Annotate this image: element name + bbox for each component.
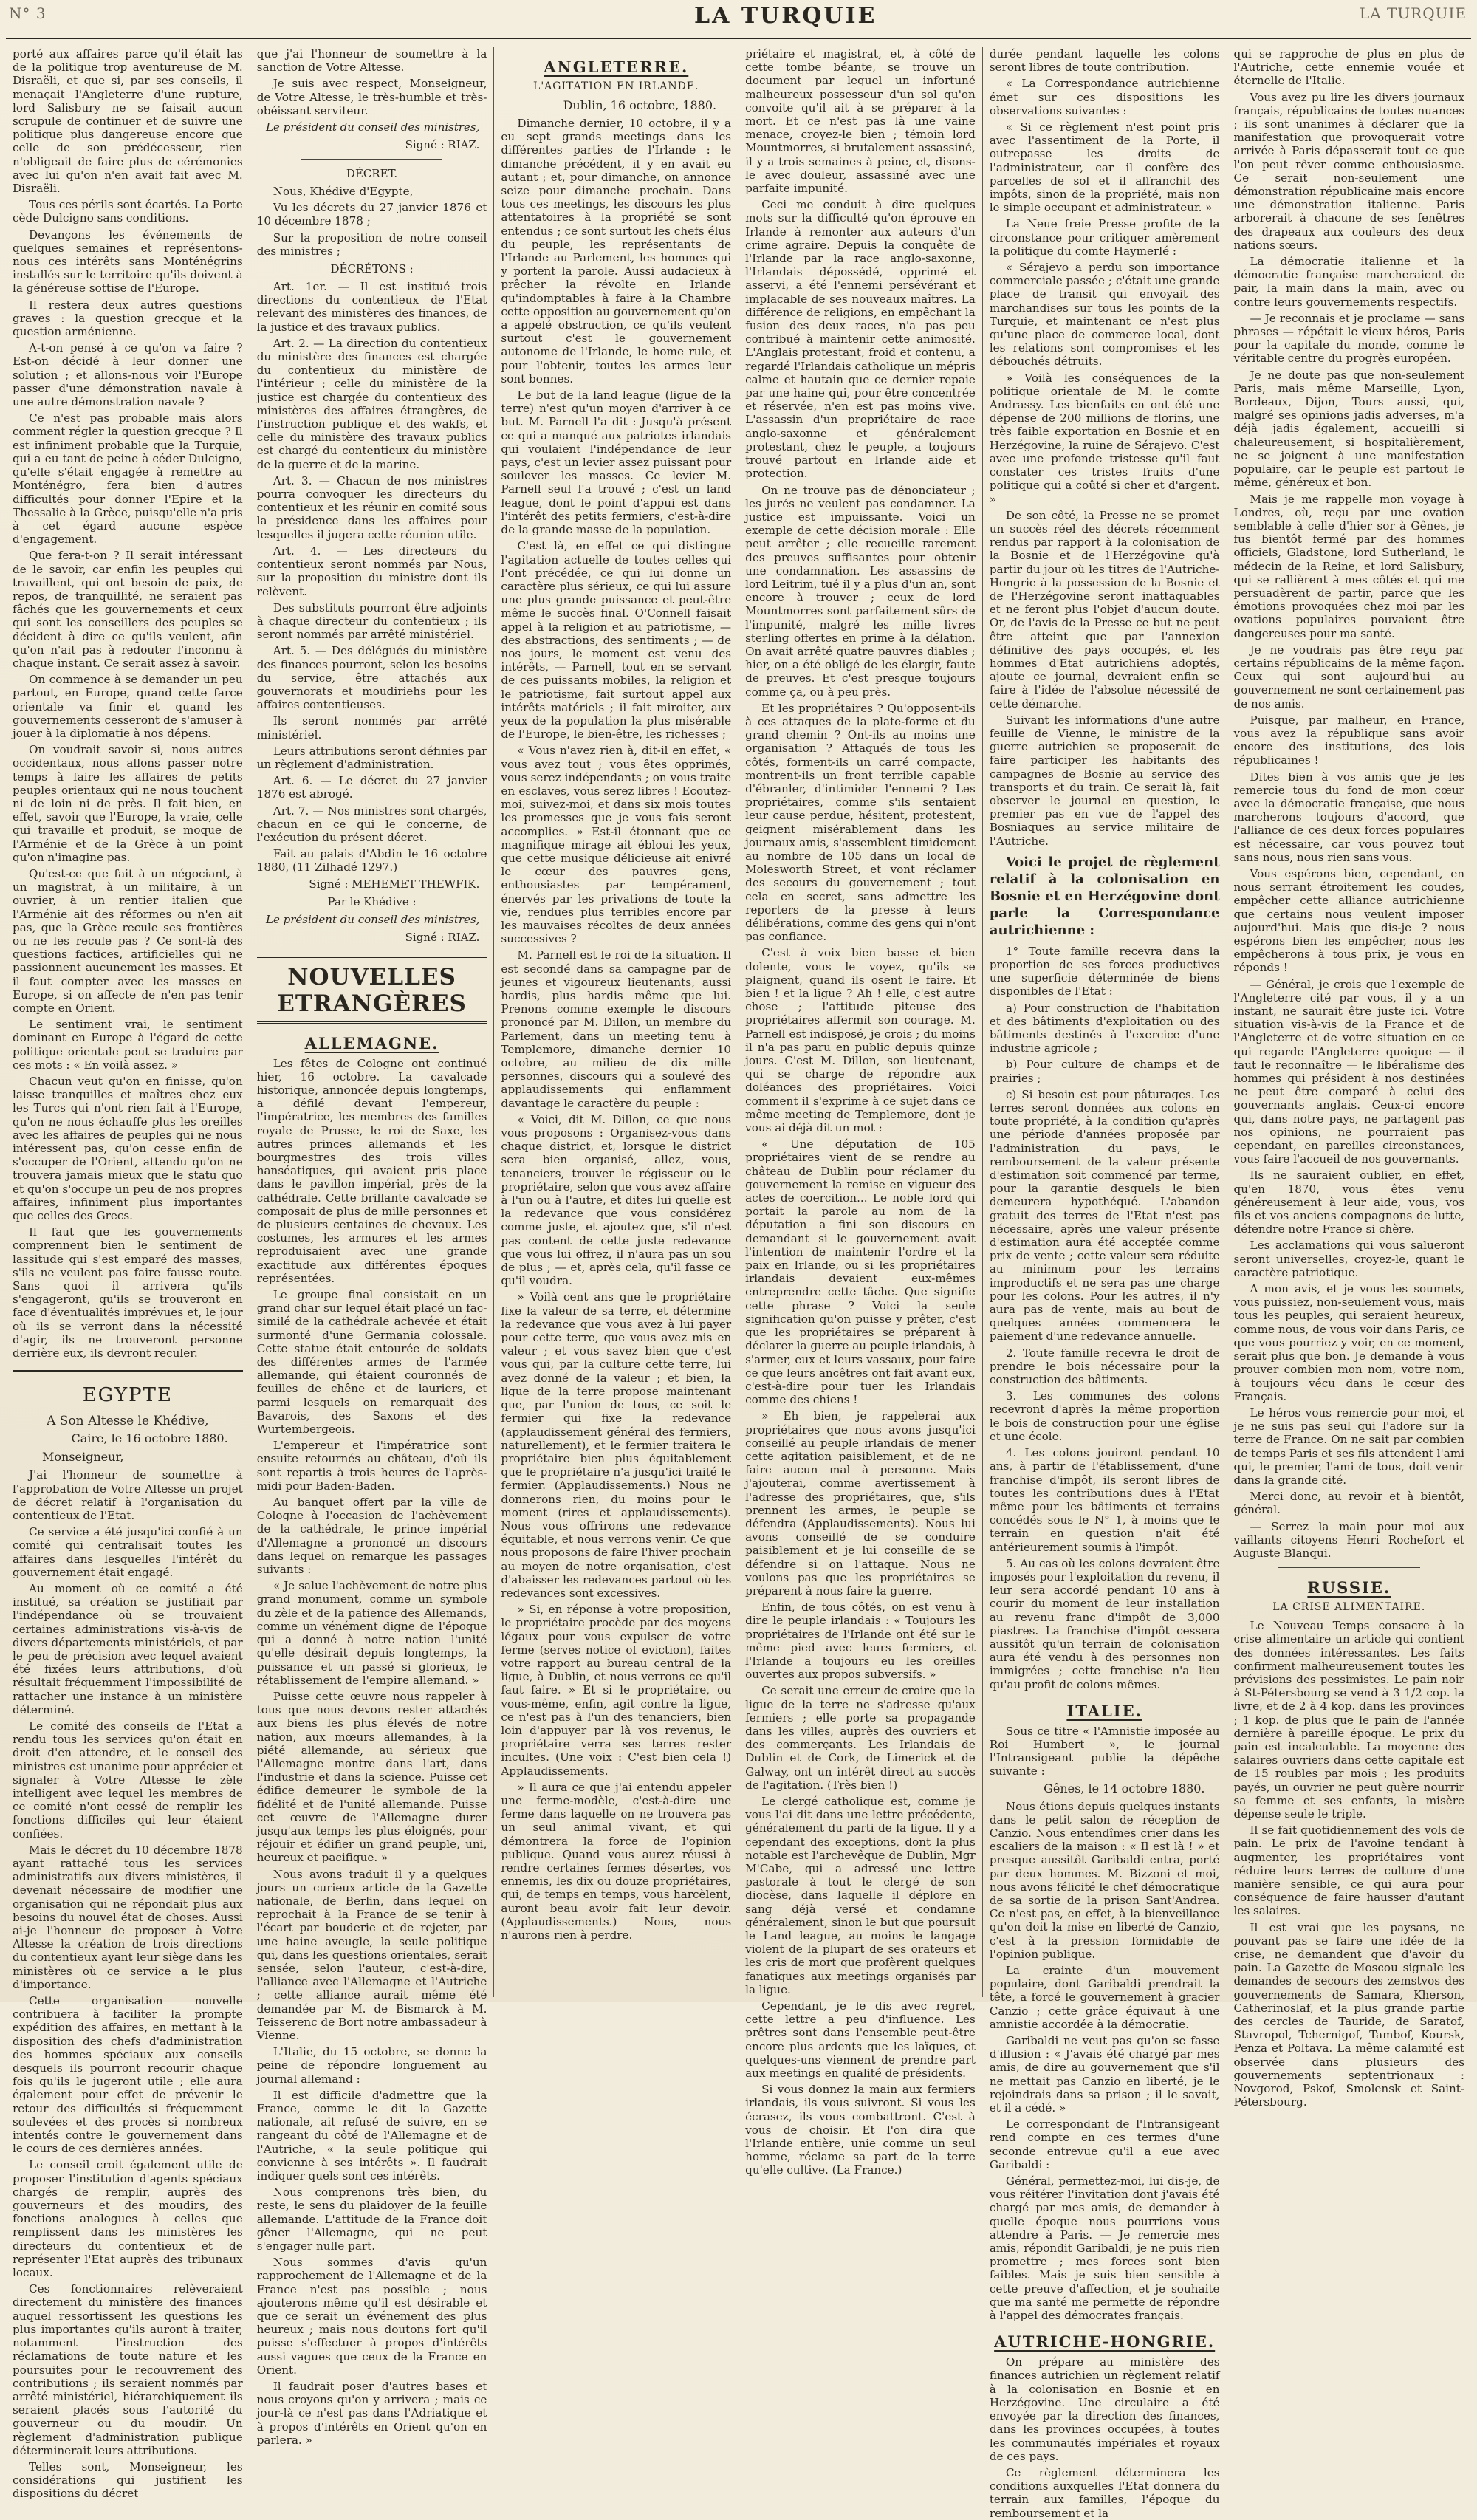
paragraph: Il est vrai que les paysans, ne pouvant pas se faire une idée de la crise, ne demandent que d'avoir du pain. La Gazette de Moscou signale les demandes de secours des zemstvos des gouvernements de Samara, Kherson, Catherinoslaf, et la plus grande partie des cercles de Tauride, de Saratof, Stavropol, Tchernigof, Tambof, Koursk, Penza et Poltava. La même calamité est observée dans plusieurs des gouvernements septentrionaux : Novgorod, Pskof, Smolensk et Saint-Pétersbourg.	[1233, 1920, 1465, 2109]
paragraph: « La Correspondance autrichienne émet sur ces dispositions les observations suivantes :	[989, 77, 1220, 117]
dateline: Dublin, 16 octobre, 1880.	[563, 98, 717, 112]
paragraph: Et les propriétaires ? Qu'opposent-ils à ces attaques de la plate-forme et du grand chemin ? Ont-ils au moins une organisation ? Attaqués de tous les côtés, forment-ils un carré compacte, montrent-ils un front terrible capable d'ébranler, d'intimider l'ennemi ? Les propriétaires, comme s'ils sentaient leur cause perdue, hésitent, protestent, geignent misérablement dans les journaux amis, s'assemblent timidement au nombre de 105 dans un local de Molesworth Street, et vont réclamer des secours du gouvernement ; tout cela en secret, sans admettre les reporters de la presse à leurs délibérations, comme des gens qui n'ont pas confiance.	[745, 701, 976, 944]
paragraph: A-t-on pensé à ce qu'on va faire ? Est-on décidé à leur donner une solution ; et allons-nous voir l'Europe passer d'une démonstration navale à une autre démonstration navale ?	[13, 341, 243, 409]
subheading-agitation: L'AGITATION EN IRLANDE.	[533, 81, 699, 92]
paragraph: Garibaldi ne veut pas qu'on se fasse d'illusion : « J'avais été chargé par mes amis, de dire au gouvernement que s'il ne mettait pas Canzio en liberté, je le rejoindrais dans sa prison ; il le savait, et il a cédé. »	[989, 2034, 1220, 2115]
paragraph: 4. Les colons jouiront pendant 10 ans, à partir de l'établissement, d'une franchise d'impôt, ils seront libres de toutes les contributions dues à l'Etat même pour les bâtiments et terrains concédés sous le N° 1, à moins que le terrain en question n'ait été antérieurement soumis à l'impôt.	[989, 1446, 1220, 1554]
signature: Signé : MEHEMET THEWFIK.	[309, 877, 480, 891]
paragraph: Nous avons traduit il y a quelques jours un curieux article de la Gazette nationale, de Berlin, dans lequel on reprochait à la France de se tenir à l'écart par bouderie et de rejeter, par une haine aveugle, la seule politique qui, dans les questions orientales, serait sensée, selon l'auteur, c'est-à-dire, l'alliance avec l'Allemagne et l'Autriche ; cette alliance aurait même été demandée par M. de Bismarck à M. Teisserenc de Bort notre ambassadeur à Vienne.	[256, 1867, 487, 2042]
subheading-crise: LA CRISE ALIMENTAIRE.	[1272, 1601, 1426, 1614]
article: Fait au palais d'Abdin le 16 octobre 1880, (11 Zilhadé 1297.)	[256, 847, 487, 874]
paragraph: La crainte d'un mouvement populaire, dont Garibaldi prendrait la tête, a forcé le gouvernement à gracier Canzio ; cette grâce équivaut à une amnistie accordée à la démocratie.	[989, 1964, 1220, 2031]
column-2	[250, 47, 495, 2447]
columns	[6, 47, 1471, 2520]
paragraph: Les fêtes de Cologne ont continué hier, 16 octobre. La cavalcade historique, annoncée depuis longtemps, a défilé devant l'empereur, l'impératrice, les membres des familles royale de Prusse, le roi de Saxe, les autres princes allemands et les bourgmestres des trois villes hanséatiques, qui avaient pris place dans le pavillon impérial, près de la cathédrale. Cette brillante cavalcade se composait de plus de mille personnes et de plusieurs centaines de chevaux. Les costumes, les armures et les armes reproduisaient avec une grande exactitude aux différentes époques représentées.	[256, 1056, 487, 1285]
paragraph: Qu'est-ce que fait à un négociant, à un magistrat, à un militaire, à un ouvrier, à un rentier italien que l'Arménie ait des réformes ou n'en ait pas, que la Grèce recule ses frontières ou ne les recule pas ? Ce sont-là des questions factices, artificielles qui ne passionnent aucunement les masses. Et il faut compter avec les masses en Europe, si on affecte de n'en pas tenir compte en Orient.	[13, 866, 243, 1016]
paragraph: porté aux affaires parce qu'il était las de la politique trop aventureuse de M. Disraëli, et que si, par ses conseils, il menaçait l'Angleterre d'une rupture, lord Salisbury ne se faisait aucun scrupule de continuer et de suivre une politique plus dangereuse encore que celle de son prédécesseur, rien n'obligeait de faire plus de cérémonies avec lui qu'on n'en avait fait avec M. Disraëli.	[13, 47, 243, 196]
section-title-angleterre: ANGLETERRE.	[544, 58, 689, 76]
paragraph: durée pendant laquelle les colons seront libres de toute contribution.	[989, 47, 1220, 75]
paragraph: On commence à se demander un peu partout, en Europe, quand cette farce orientale va finir et quand les gouvernements cesseront de s'amuser à jouer à la diplomatie à nos dépens.	[13, 673, 243, 740]
paragraph: « Sérajevo a perdu son importance commerciale passée ; c'était une grande place de transit qui envoyait des marchandises sur tous les points de la Turquie, et maintenant ce n'est plus qu'une place de commerce local, dont les relations sont compromises et les débouchés détruits.	[989, 261, 1220, 369]
paragraph: Il faut que les gouvernements comprennent bien le sentiment de lassitude qui s'est emparé des masses, s'ils ne veulent pas faire fausse route. Sans quoi il arrivera qu'ils s'engageront, qu'ils se trouveront en face d'éventualités imprévues et, le jour où ils se verront dans la nécessité d'agir, ils ne trouveront personne derrière eux, ils devront reculer.	[13, 1225, 243, 1360]
salutation: Monseigneur,	[42, 1450, 124, 1465]
paragraph: Sous ce titre « l'Amnistie imposée au Roi Humbert », le journal l'Intransigeant publie la dépêche suivante :	[989, 1724, 1220, 1778]
section-title-russie: RUSSIE.	[1307, 1578, 1391, 1598]
paragraph: Telles sont, Monseigneur, les considérations qui justifient les dispositions du décret	[13, 2459, 243, 2501]
paragraph: « Vous n'avez rien à, dit-il en effet, « vous avez tout ; vous êtes opprimés, vous serez indépendants ; on vous traite en esclaves, vous serez libres ! Ecoutez-moi, suivez-moi, et dans six mois toutes les promesses que je vous fais seront accomplies. » Est-il étonnant que ce magnifique mirage ait ébloui les yeux, que cette musique délicieuse ait enivré le cœur des pauvres gens, enthousiastes par tempérament, énervés par les privations de toute la vie, rendues plus terribles encore par les mauvaises récoltes de deux années successives ?	[501, 744, 732, 946]
dateline: Gênes, le 14 octobre 1880.	[1044, 1781, 1205, 1795]
paragraph: — Je reconnais et je proclame — sans phrases — répétait le vieux héros, Paris pour la capitale du monde, comme le véritable centre du progrès européen.	[1233, 311, 1465, 366]
signature: Signé : RIAZ.	[405, 138, 480, 152]
paragraph: Dimanche dernier, 10 octobre, il y a eu sept grands meetings dans les différentes parties de l'Irlande : le dimanche précédent, il y en avait eu autant ; et, pour dimanche, on annonce seize pour dimanche prochain. Dans tous ces meetings, les discours les plus attentatoires à la propriété se sont entendus ; ce sont surtout les chefs élus du peuple, les représentants de l'Irlande au Parlement, les hommes qui y portent la parole. Aussi audacieux à prêcher la révolte en Irlande qu'indomptables à faire à la Chambre cette opposition au gouvernement qu'on a appelé obstruction, ce qu'ils veulent surtout c'est le gouvernement autonome de l'Irlande, le home rule, et pour l'obtenir, toutes les armes leur sont bonnes.	[501, 117, 732, 386]
paragraph: que j'ai l'honneur de soumettre à la sanction de Votre Altesse.	[256, 47, 487, 75]
paragraph: Ce n'est pas probable mais alors comment régler la question grecque ? Il est infiniment probable que la Turquie, qui a eu tant de peine à céder Dulcigno, qu'elle s'était engagée à remettre au Monténégro, fera bien d'autres difficultés pour donner l'Epire et la Thessalie à la Grèce, puisqu'elle n'a pris à cet égard aucune espèce d'engagement.	[13, 411, 243, 547]
paragraph: Ce serait une erreur de croire que la ligue de la terre ne s'adresse qu'aux fermiers ; elle porte sa propagande dans les villes, auprès des ouvriers et des commerçants. Les Irlandais de Dublin et de Cork, de Limerick et de Galway, ont un intérêt direct au succès de l'agitation. (Très bien !)	[745, 1684, 976, 1792]
article: Des substituts pourront être adjoints à chaque directeur du contentieux ; ils seront nommés par arrêté ministériel.	[256, 600, 487, 642]
article: Art. 7. — Nos ministres sont chargés, chacun en ce qui le concerne, de l'exécution du présent décret.	[256, 804, 487, 844]
paragraph: On prépare au ministère des finances autrichien un règlement relatif à la colonisation en Bosnie et en Herzégovine. Une circulaire a été envoyée par la direction des finances, dans les provinces occupées, à toutes les communautés impériales et royaux de ces pays.	[989, 2355, 1220, 2463]
paragraph: On ne trouve pas de dénonciateur ; les jurés ne veulent pas condamner. La justice est impuissante. Voici un exemple de cette décision morale : Elle peut arrêter ; elle recueille rarement des preuves suffisantes pour obtenir une condamnation. Les assassins de lord Leitrim, tué il y a plus d'un an, sont encore à trouver ; ceux de lord Mountmorres sont parfaitement sûrs de l'impunité, malgré les mille livres sterling offertes en prime à la délation. On avait arrêté quatre pauvres diables ; hier, on a été obligé de les élargir, faute de preuves. Et c'est presque toujours comme ça, ou à peu près.	[745, 483, 976, 699]
paragraph: Ce service a été jusqu'ici confié à un comité qui centralisait toutes les affaires dans lesquelles l'intérêt du gouvernement était engagé.	[13, 1525, 243, 1579]
paragraph: priétaire et magistrat, et, à côté de cette tombe béante, se trouve un document par lequel un infortuné malheureux possesseur d'un sol qu'on convoite qu'il ait à se préparer à la mort. Et ce n'est pas là une vaine menace, croyez-le bien ; témoin lord Mountmorres, si brutalement assassiné, il y a trois semaines à peine, et, disons-le avec douleur, assassiné avec une parfaite impunité.	[745, 47, 976, 196]
paragraph: Au moment où ce comité a été institué, sa création se justifiait par l'indépendance où se trouvaient certaines administrations vis-à-vis de divers départements ministériels, et par le peu de précision avec lequel avaient été fixées leurs attributions, d'où résultait fréquemment l'impossibilité de rattacher une instance à un ministère déterminé.	[13, 1581, 243, 1716]
article: Art. 2. — La direction du contentieux du ministère des finances est chargée du contentieux du ministère de l'intérieur ; celle du ministère de la justice est chargée du contentieux des ministères des affaires étrangères, de l'instruction publique et des wakfs, et celle du ministère des travaux publics est chargé du contentieux du ministère de la guerre et de la marine.	[256, 336, 487, 471]
paragraph: C'est à voix bien basse et bien dolente, vous le voyez, qu'ils se plaignent, quand ils osent le faire. Et bien ! et la ligue ? Ah ! elle, c'est autre chose ; l'attitude piteuse des propriétaires affermit son courage. M. Parnell est indisposé, je crois ; du moins il n'a pas paru en public depuis quinze jours. C'est M. Dillon, son lieutenant, qui se charge de répondre aux doléances des propriétaires. Voici comment il s'exprime à ce sujet dans ce même meeting de Templemore, dont je vous ai déjà dit un mot :	[745, 946, 976, 1135]
paragraph: Que fera-t-on ? Il serait intéressant de le savoir, car enfin les peuples qui travaillent, qui ont besoin de paix, de repos, de tranquillité, ne seraient pas fâchés que les gouvernements et ceux qui sont les conseillers des peuples se décident à dire ce qu'ils veulent, afin qu'on n'ait pas à redouter l'inconnu à chaque instant. Ce serait assez à savoir.	[13, 549, 243, 670]
masthead-title: LA TURQUIE	[694, 3, 877, 29]
section-title-egypte: EGYPTE	[82, 1384, 173, 1407]
paragraph: Je ne voudrais pas être reçu par certains républicains de la même façon. Ceux qui sont aujourd'hui au gouvernement ne sont certainement pas de nos amis.	[1233, 643, 1465, 711]
address: A Son Altesse le Khédive,	[47, 1414, 209, 1429]
paragraph: « Voici, dit M. Dillon, ce que nous vous proposons : Organisez-vous dans chaque district, et, lorsque le district sera bien organisé, allez, vous, tenanciers, trouver le régisseur ou le propriétaire, selon que vous avez affaire à l'un ou à l'autre, et dites lui quelle est la redevance que vous considérez comme juste, et ajoutez que, s'il n'est pas content de cette juste redevance que vous lui offrez, il n'aura pas un sou de plus ; — et, après cela, qu'il fasse ce qu'il voudra.	[501, 1112, 732, 1288]
bold-lead: Voici le projet de règlement relatif à la colonisation en Bosnie et en Herzégovine dont parle la Correspondance autrichienne :	[989, 854, 1220, 938]
article: Leurs attributions seront définies par un règlement d'administration.	[256, 744, 487, 771]
paragraph: Enfin, de tous côtés, on est venu à dire le peuple irlandais : « Toujours les propriétaires de l'Irlande ont été sur le même pied avec leurs fermiers, et l'Irlande a toujours eu les oreilles ouvertes aux propos subversifs. »	[745, 1600, 976, 1682]
paragraph: Le Nouveau Temps consacre à la crise alimentaire un article qui contient des données intéressantes. Les faits confirment malheureusement toutes les prévisions des pessimistes. Le pain noir à St-Pétersbourg se vend à 3 1/2 cop. la livre, et de 2 à 4 kop. dans les provinces ; 1 kop. de plus que le pain de l'année dernière à pareille époque. Le prix du pain est incalculable. La moyenne des salaires ouvriers dans cette capitale est de 15 roubles par mois ; les produits payés, un ouvrier ne peut guère nourrir sa femme et ses enfants, la misère dépense seule le triple.	[1233, 1619, 1465, 1821]
signature: Par le Khédive :	[327, 894, 417, 908]
paragraph: a) Pour construction de l'habitation et des bâtiments d'exploitation ou des bâtiments destinés à l'exercice d'une industrie agricole ;	[989, 1001, 1220, 1055]
paragraph: Vu les décrets du 27 janvier 1876 et 10 décembre 1878 ;	[256, 201, 487, 228]
paragraph: Ce règlement déterminera les conditions auxquelles l'Etat donnera du terrain aux familles, l'époque du remboursement et la	[989, 2465, 1220, 2520]
signature: Le président du conseil des ministres,	[265, 912, 480, 926]
section-title-italie: ITALIE.	[1066, 1701, 1142, 1720]
paragraph: « Je salue l'achèvement de notre plus grand monument, comme un symbole du zèle et de la patience des Allemands, comme un vénément digne de l'époque qui a donné à notre nation l'unité qu'elle désirait depuis longtemps, la puissance et un passé si glorieux, le rétablissement de l'empire allemand. »	[256, 1579, 487, 1687]
paragraph: Nous sommes d'avis qu'un rapprochement de l'Allemagne et de la France n'est pas possible ; nous ajouterons même qu'il est désirable et que ce serait un événement des plus heureux ; mais nous doutons fort qu'il puisse s'effectuer à propos d'intérêts aussi vagues que ceux de la France en Orient.	[256, 2256, 487, 2377]
paragraph: Il faudrait poser d'autres bases et nous croyons qu'on y arrivera ; mais ce jour-là ce n'est pas dans l'Adriatique et à propos d'intérêts en Orient qu'on en parlera. »	[256, 2380, 487, 2447]
paragraph: « Une députation de 105 propriétaires vient de se rendre au château de Dublin pour réclamer du gouvernement la remise en vigueur des actes de coercition... Le noble lord qui portait la parole au nom de la députation a fini son discours en demandant si le gouvernement avait l'intention de maintenir l'ordre et la paix en Irlande, ou si les propriétaires irlandais devaient eux-mêmes entreprendre cette tâche. Que signifie cette phrase ? Voici la seule signification qu'on puisse y prêter, c'est que les propriétaires se préparent à déclarer la guerre au peuple irlandais, à s'armer, eux et leurs vassaux, pour faire ce que leurs ancêtres ont fait avant eux, c'est-à-dire pour tuer les Irlandais comme des chiens !	[745, 1137, 976, 1407]
paragraph: J'ai l'honneur de soumettre à l'approbation de Votre Altesse un projet de décret relatif à l'organisation du contentieux de l'Etat.	[13, 1468, 243, 1522]
paragraph: Dites bien à vos amis que je les remercie tous du fond de mon cœur avec la démocratie française, que nous marcherons toujours d'accord, que l'alliance de ces deux forces populaires est nécessaire, car vous pouvez tout sans nous, nous rien sans vous.	[1233, 770, 1465, 864]
paragraph: Puisque, par malheur, en France, vous avez la république sans avoir encore des institutions, des lois républicaines !	[1233, 713, 1465, 767]
paragraph: « Si ce règlement n'est point pris avec l'assentiment de la Porte, il outrepasse les droits de l'administrateur, car il confère des parcelles de sol et il affranchit des impôts, sinon de la propriété, mais non le simple occupant et administrateur. »	[989, 120, 1220, 215]
paragraph: Le correspondant de l'Intransigeant rend compte en ces termes d'une seconde entrevue qu'il a eue avec Garibaldi :	[989, 2117, 1220, 2171]
paragraph: b) Pour culture de champs et de prairies ;	[989, 1058, 1220, 1085]
paragraph: Cependant, je le dis avec regret, cette lettre a peu d'influence. Les prêtres sont dans l'ensemble peut-être encore plus ardents que les laïques, et quelques-uns viennent de prendre part aux meetings en qualité de présidents.	[745, 1999, 976, 2081]
paragraph: L'empereur et l'impératrice sont ensuite retournés au château, d'où ils sont repartis à trois heures de l'après-midi pour Baden-Baden.	[256, 1439, 487, 1493]
paragraph: — Serrez la main pour moi aux vaillants citoyens Henri Rochefort et Auguste Blanqui.	[1233, 1519, 1465, 1560]
paragraph: Ils ne sauraient oublier, en effet, qu'en 1870, vous êtes venu généreusement à leur aide, vous, vos fils et vos anciens compagnons de lutte, défendre notre France si chère.	[1233, 1168, 1465, 1236]
masthead	[0, 0, 1477, 46]
paragraph: Je suis avec respect, Monseigneur, de Votre Altesse, le très-humble et très-obéissant serviteur.	[256, 77, 487, 117]
paragraph: Merci donc, au revoir et à bientôt, général.	[1233, 1490, 1465, 1517]
column-4	[738, 47, 983, 2177]
paragraph: Le but de la land league (ligue de la terre) n'est qu'un moyen d'arriver à ce but. M. Parnell l'a dit : Jusqu'à présent ce qui a manqué aux patriotes irlandais qui voulaient l'indépendance de leur pays, c'est un levier assez puissant pour soulever les masses. Ce levier M. Parnell seul l'a trouvé ; c'est un land league, dont le point d'appui est dans l'intérêt des petits fermiers, c'est-à-dire de la grande masse de la population.	[501, 388, 732, 537]
paragraph: A mon avis, et je vous les soumets, vous puissiez, non-seulement vous, mais tous les peuples, qui seraient heureux, comme nous, de vous voir dans Paris, ce que vous pourriez y voir, en ce moment, serait plus que bon. Je demande à vous prouver combien mon nom, votre nom, à toujours vécu dans le cœur des Français.	[1233, 1282, 1465, 1403]
paragraph: La Neue freie Presse profite de la circonstance pour critiquer amèrement la politique du comte Haymerlé :	[989, 217, 1220, 258]
paragraph: Il se fait quotidiennement des vols de pain. Le prix de l'avoine tendant à augmenter, les propriétaires vont réduire leurs terres de culture d'une manière sensible, ce qui aura pour conséquence de faire hausser d'autant les salaires.	[1233, 1824, 1465, 1918]
paragraph: La démocratie italienne et la démocratie française marcheraient de pair, la main dans la main, avec ou contre leurs gouvernements respectifs.	[1233, 255, 1465, 309]
paragraph: Nous étions depuis quelques instants dans le petit salon de réception de Canzio. Nous entendîmes crier dans les escaliers de la maison : « Il est là ! » et presque aussitôt Garibaldi entra, porté par deux hommes. M. Bizzoni et moi, nous avons félicité le chef démocratique de sa sortie de la prison Sant'Andrea. Ce n'est pas, en effet, à la bienveillance qu'on doit la mise en liberté de Canzio, c'est à la pression formidable de l'opinion publique.	[989, 1799, 1220, 1961]
paragraph: De son côté, la Presse ne se promet un succès réel des décrets récemment rendus par rapport à la colonisation de la Bosnie et de l'Herzégovine qu'à partir du jour où les titres de l'Autriche-Hongrie à la possession de la Bosnie et de l'Herzégovine seront inattaquables et ne feront plus l'objet d'aucun doute. Or, de l'avis de la Presse ce but ne peut être atteint que par l'annexion définitive des pays occupés, et les hommes d'Etat autrichiens adoptés, ajoute ce journal, devraient enfin se faire à l'idée de l'absolue nécessité de cette démarche.	[989, 508, 1220, 711]
paragraph: Au banquet offert par la ville de Cologne à l'occasion de l'achèvement de la cathédrale, le prince impérial d'Allemagne a prononcé un discours dans lequel on remarque les passages suivants :	[256, 1496, 487, 1577]
divider	[301, 159, 443, 160]
signature: Le président du conseil des ministres,	[265, 120, 480, 134]
article: Art. 4. — Les directeurs du contentieux seront nommés par Nous, sur la proposition du ministre dont ils relèvent.	[256, 544, 487, 598]
paragraph: Mais le décret du 10 décembre 1878 ayant rattaché tous les services administratifs aux divers ministères, il devenait nécessaire de modifier une organisation qui ne répondait plus aux besoins du nouvel état de choses. Aussi ai-je l'honneur de proposer à Votre Altesse la création de trois directions du contentieux ayant leur siège dans les ministères où ce service a le plus d'importance.	[13, 1843, 243, 1991]
article: Ils seront nommés par arrêté ministériel.	[256, 714, 487, 742]
paragraph: Le groupe final consistait en un grand char sur lequel était placé un fac-similé de la cathédrale achevée et était surmonté d'une Germania colossale. Cette statue était entourée de soldats des différentes armes de l'armée allemande, qui étaient couronnés de feuilles de chêne et de lauriers, et parmi lesquels on remarquait des Bavarois, des Saxons et des Wurtembergeois.	[256, 1288, 487, 1437]
column-6	[1227, 47, 1472, 2109]
paragraph: qui se rapproche de plus en plus de l'Autriche, cette ennemie vouée et éternelle de l'Italie.	[1233, 47, 1465, 88]
masthead-left: N° 3	[9, 4, 47, 22]
paragraph: Nous comprenons très bien, du reste, le sens du plaidoyer de la feuille allemande. L'attitude de la France doit gêner l'Allemagne, qui ne peut s'engager nulle part.	[256, 2185, 487, 2253]
paragraph: Suivant les informations d'une autre feuille de Vienne, le ministre de la guerre autrichien se proposerait de faire participer les habitants des campagnes de Bosnie au service des transports et du train. Ce serait là, fait observer le journal en question, le premier pas en vue de l'appel des Bosniaques au service militaire de l'Autriche.	[989, 713, 1220, 848]
paragraph: » Voilà cent ans que le propriétaire fixe la valeur de sa terre, et détermine la redevance que vous avez à lui payer pour cette terre, que vous avez mis en valeur ; et vous savez bien que c'est vous qui, par la culture cette terre, lui avez donné de la valeur ; et bien, la ligue de la terre propose maintenant que, par l'union de tous, ce soit le fermier qui fixe la redevance (applaudissement général des fermiers, naturellement), et le fermier traitera le propriétaire bien plus équitablement que le propriétaire n'a jusqu'ici traité le fermier. (Applaudissements.) Nous ne donnerons rien, du moins pour le moment (rires et applaudissements). Nous vous offrirons une redevance équitable, et nous verrons venir. Ce que nous proposons de faire l'hiver prochain au moyen de notre organisation, c'est d'abaisser les redevances partout où les redevances sont excessives.	[501, 1290, 732, 1600]
paragraph: Vous avez pu lire les divers journaux français, républicains de toutes nuances ; ils sont unanimes à déclarer que la manifestation que provoquerait votre arrivée à Paris dépasserait tout ce que l'on peut rêver comme enthousiasme. Ce serait non-seulement une démonstration républicaine mais encore une démonstration italienne. Paris arborerait à chacune de ses fenêtres des drapeaux aux couleurs des deux nations sœurs.	[1233, 90, 1465, 252]
paragraph: » Il aura ce que j'ai entendu appeler une ferme-modèle, c'est-à-dire une ferme dans laquelle on ne trouvera pas un seul animal vivant, et qui démontrera la force de l'opinion publique. Quand vous aurez réussi à rendre certaines fermes désertes, vos ennemis, les dix ou douze propriétaires, qui, de temps en temps, vous harcèlent, auront beau avoir fait leur devoir. (Applaudissements.) Nous, nous n'aurons rien à perdre.	[501, 1780, 732, 1942]
paragraph: Tous ces périls sont écartés. La Porte cède Dulcigno sans conditions.	[13, 198, 243, 225]
paragraph: Il restera deux autres questions graves : la question grecque et la question arménienne.	[13, 298, 243, 339]
paragraph: Ces fonctionnaires relèveraient directement du ministère des finances auquel ressortissent les questions les plus importantes qu'ils auront à traiter, notamment l'instruction des réclamations de toute nature et les poursuites pour le recouvrement des contributions ; ils seraient nommés par arrêté ministériel, hiérarchiquement ils seraient placés sous l'autorité du gouverneur ou du moudir. Un règlement d'administration publique déterminerait leurs attributions.	[13, 2282, 243, 2457]
paragraph: Chacun veut qu'on en finisse, qu'on laisse tranquilles et maîtres chez eux les Turcs qui n'ont rien fait à l'Europe, qu'on ne nous échauffe plus les oreilles avec les affaires de peuples qui ne nous intéressent pas, qu'on cesse enfin de s'occuper de l'Orient, attendu qu'on ne trouvera jamais mieux que le statu quo et qu'on s'occupe un peu de nos propres affaires, infiniment plus importantes que celles des Grecs.	[13, 1075, 243, 1223]
paragraph: » Voilà les conséquences de la politique orientale de M. le comte Andrassy. Les bienfaits en ont été une dépense de 200 millions de florins, une très faible exportation en Bosnie et en Herzégovine, la ruine de Sérajevo. C'est avec une profonde tristesse qu'il faut constater ces tristes fruits d'une politique qui a coûté si cher et d'argent. »	[989, 371, 1220, 506]
column-1	[6, 47, 250, 2501]
paragraph: Devançons les événements de quelques semaines et représentons-nous ces intérêts sans Monténégrins installés sur le territoire qu'ils doivent à la généreuse sottise de l'Europe.	[13, 227, 243, 295]
paragraph: Le sentiment vrai, le sentiment dominant en Europe à l'égard de cette politique orientale peut se traduire par ces mots : « En voilà assez. »	[13, 1018, 243, 1072]
paragraph: On voudrait savoir si, nous autres occidentaux, nous allons passer notre temps à faire les affaires de petits peuples orientaux qui ne nous touchent ni de loin ni de près. Il fait bien, en effet, savoir que l'Europe, la vraie, celle qui travaille et produit, se moque de l'Arménie et de la Grèce à un point qu'on n'imagine pas.	[13, 743, 243, 864]
paragraph: Le comité des conseils de l'Etat a rendu tous les services qu'on était en droit d'en attendre, et le conseil des ministres est unanime pour apprécier et signaler à Votre Altesse le zèle intelligent avec lequel les membres de ce comité n'ont cessé de remplir les fonctions difficiles qui leur étaient confiées.	[13, 1719, 243, 1841]
paragraph: Le clergé catholique est, comme je vous l'ai dit dans une lettre précédente, généralement du parti de la ligue. Il y a cependant des exceptions, dont la plus notable est l'archevêque de Dublin, Mgr M'Cabe, qui a adressé une lettre pastorale à tout le clergé de son diocèse, dans laquelle il déplore en sang déjà versé et condamne généralement, sinon le but que poursuit le Land league, au moins le langage violent de la plupart de ses orateurs et les cris de mort que profèrent quelques fanatiques aux meetings organisés par la ligue.	[745, 1795, 976, 1996]
masthead-rule	[6, 38, 1471, 41]
paragraph: M. Parnell est le roi de la situation. Il est secondé dans sa campagne par de jeunes et vigoureux lieutenants, aussi hardis, plus hardis même que lui. Prenons comme exemple le discours prononcé par M. Dillon, un membre du Parlement, dans un meeting tenu à Templemore, dimanche dernier 10 octobre, au milieu de dix mille personnes, discours qui a soulevé des applaudissements qui enflamment davantage le caractère du peuple :	[501, 948, 732, 1110]
paragraph: » Eh bien, je rappelerai aux propriétaires que nous avons jusqu'ici conseillé au peuple irlandais de mener cette agitation paisiblement, et de ne faire aucun mal à personne. Mais j'ajouterai, comme avertissement à l'adresse des propriétaires, que, s'ils prennent les armes, le peuple se défendra (Applaudissements). Nous lui avons conseillé de se conduire paisiblement et je lui conseille de se défendre si on l'attaque. Nous ne voulons pas que les propriétaires se préparent à nous faire la guerre.	[745, 1409, 976, 1598]
paragraph: Le conseil croit également utile de proposer l'institution d'agents spéciaux chargés de remplir, auprès des gouverneurs et des moudirs, des fonctions analogues à celles que remplissent dans les ministères les directeurs du contentieux et de représenter l'Etat auprès des tribunaux locaux.	[13, 2158, 243, 2280]
paragraph: — Général, je crois que l'exemple de l'Angleterre cité par vous, il y a un instant, ne saurait être juste ici. Votre situation vis-à-vis de la France et de l'Angleterre et de votre situation en ce qui regarde l'Angleterre quoique — il faut le reconnaître — le libéralisme des hommes qui président à nos destinées ne peut être comparé à celui des gouvernants anglais. Ceux-ci encore qui, dans notre pays, ne partagent pas nos opinions, ne pourraient pas cependant, en pareilles circonstances, vous faire l'accueil de nos gouvernants.	[1233, 977, 1465, 1166]
paragraph: Nous, Khédive d'Egypte,	[273, 185, 414, 199]
paragraph: Je ne doute pas que non-seulement Paris, mais même Marseille, Lyon, Bordeaux, Dijon, Tours aussi, qui, malgré ses opinions jadis adverses, m'a déjà jadis également, accueilli si chaleureusement, si hospitalièrement, ne se joignent à une manifestation populaire, car le peuple est partout le même, généreux et bon.	[1233, 368, 1465, 490]
paragraph: Ceci me conduit à dire quelques mots sur la difficulté qu'on éprouve en Irlande à remonter aux auteurs d'un crime agraire. Depuis la conquête de l'Irlande par la race anglo-saxonne, l'Irlandais dépossédé, opprimé et asservi, a été l'ennemi persévérant et implacable de ses nouveaux maîtres. La différence de religions, en empêchant la fusion des deux races, n'a pas peu contribué à maintenir cette animosité. L'Anglais protestant, froid et contenu, a regardé l'Irlandais catholique un mépris calme et hautain que ce dernier repaie par une haine qui, pour être concentrée et réservée, n'en est pas moins vive. L'assassin d'un propriétaire de race anglo-saxonne et généralement protestant, chez le peuple, a toujours trouvé partout en Irlande aide et protection.	[745, 198, 976, 481]
paragraph: c) Si besoin est pour pâturages. Les terres seront données aux colons en toute propriété, à la condition qu'après une période d'années proposée par l'administration du pays, le remboursement de la valeur présente d'estimation soit commencé par terme, pour la garantie desquels le bien demeurera hypothéqué. L'abandon gratuit des terres de l'Etat n'est pas nécessaire, après une valeur présente d'estimation aura été acceptée comme prix de vente ; cette valeur sera réduite au minimum pour les terrains improductifs et ne sera pas une charge pour les colons. Pour les autres, il n'y aura pas de vente, mais au bout de quelques années commencera le paiement d'une redevance annuelle.	[989, 1087, 1220, 1343]
paragraph: Il est difficile d'admettre que la France, comme le dit la Gazette nationale, ait refusé de suivre, en se rangeant du côté de l'Allemagne et de l'Autriche, « la seule politique qui convienne à ses intérêts ». Il faudrait indiquer quels sont ces intérêts.	[256, 2088, 487, 2183]
paragraph: Vous espérons bien, cependant, en nous serrant étroitement les coudes, empêcher cette alliance autrichienne que certains nous veulent imposer aujourd'hui. Mais que dis-je ? nous espérons bien les empêcher, nous les empêcherons à tous prix, je vous en réponds !	[1233, 866, 1465, 975]
article: Art. 6. — Le décret du 27 janvier 1876 est abrogé.	[256, 774, 487, 801]
paragraph: Les acclamations qui vous salueront seront universelles, croyez-le, quant le caractère patriotique.	[1233, 1239, 1465, 1279]
decret-heading: DÉCRET.	[346, 167, 398, 181]
paragraph: Puisse cette œuvre nous rappeler à tous que nous devons rester attachés aux biens les plus élevés de notre nation, aux mœurs allemandes, à la piété allemande, au sérieux que l'Allemagne montre dans l'art, dans l'industrie et dans la science. Puisse cet édifice demeurer le symbole de la fidélité et de l'unité allemande. Puisse cet œuvre de l'Allemagne durer jusqu'aux temps les plus éloignés, pour réjouir et édifier un grand peuple, uni, heureux et pacifique. »	[256, 1689, 487, 1865]
dateline: Caire, le 16 octobre 1880.	[71, 1431, 228, 1446]
paragraph: C'est là, en effet ce qui distingue l'agitation actuelle de toutes celles qui l'ont précédée, ce qui lui donne un caractère plus sérieux, ce qui lui assure une plus grande puissance et peut-être même le succès final. O'Connell faisait appel à la religion et au patriotisme, — des abstractions, des sentiments ; — de nos jours, le moment est venu des intérêts, — Parnell, tout en se servant de ces puissants mobiles, la religion et le patriotisme, fait surtout appel aux intérêts matériels ; il fait miroiter, aux yeux de la population la plus misérable de l'Europe, le bien-être, les richesses ;	[501, 539, 732, 742]
paragraph: Général, permettez-moi, lui dis-je, de vous réitérer l'invitation dont j'avais été chargé par mes amis, de demander à quelle époque nous pourrions vous attendre à Paris. — Je remercie mes amis, répondit Garibaldi, je ne puis rien promettre ; mes forces sont bien faibles. Mais je suis bien sensible à cette preuve d'affection, et je souhaite que ma santé me permette de répondre à l'appel des démocrates français.	[989, 2174, 1220, 2323]
paragraph: Mais je me rappelle mon voyage à Londres, où, reçu par une ovation semblable à celle d'hier sor à Gênes, je fus bientôt fermé par des hommes officiels, Gladstone, lord Sutherland, le médecin de la Reine, et lord Salisbury, qui se rallièrent à mes côtés et qui me persuadèrent de partir, parce que les émotions provoquées chez moi par les ovations populaires pouvaient être dangereuses pour ma santé.	[1233, 492, 1465, 640]
masthead-right: LA TURQUIE	[1359, 4, 1467, 22]
paragraph: L'Italie, du 15 octobre, se donne la peine de répondre longuement au journal allemand :	[256, 2045, 487, 2086]
section-title-allemagne: ALLEMAGNE.	[304, 1033, 439, 1052]
paragraph: » Si, en réponse à votre proposition, le propriétaire procède par des moyens légaux pour vous expulser de votre ferme (serves notice of eviction), faites votre rapport au bureau central de la ligue, à Dublin, et nous verrons ce qu'il faut faire. » Et si le propriétaire, ou vous-même, enfin, agit contre la ligue, ce n'est pas à l'un des tenanciers, bien loin d'appuyer par là vos revenus, le propriétaire verra ses terres rester incultes. (Une voix : C'est bien cela !) Applaudissements.	[501, 1603, 732, 1778]
paragraph: 5. Au cas où les colons devraient être imposés pour l'exploitation du revenu, il leur sera accordé pendant 10 ans à courir du moment de leur installation au revenu franc d'impôt de 3,000 piastres. La franchise d'impôt cessera aussitôt qu'un terrain de colonisation aura été vendu à des personnes non immigrées ; cette franchise n'a lieu qu'au profit de colons mêmes.	[989, 1556, 1220, 1691]
paragraph: Sur la proposition de notre conseil des ministres ;	[256, 230, 487, 258]
divider	[1278, 1567, 1421, 1568]
paragraph: Si vous donnez la main aux fermiers irlandais, ils vous suivront. Si vous les écrasez, ils vous combattront. C'est à vous de choisir. Et l'on dira que l'Irlande entière, unie comme un seul homme, réclame sa part de la terre qu'elle cultive. (La France.)	[745, 2083, 976, 2177]
decretons-heading: DÉCRÉTONS :	[330, 262, 414, 276]
paragraph: 2. Toute famille recevra le droit de prendre le bois nécessaire pour la construction des bâtiments.	[989, 1346, 1220, 1387]
article: Art. 1er. — Il est institué trois directions du contentieux de l'Etat relevant des ministères des finances, de la justice et des travaux publics.	[256, 280, 487, 334]
signature: Signé : RIAZ.	[405, 930, 480, 944]
column-5	[983, 47, 1227, 2520]
section-title-nouvelles-etrangeres: NOUVELLES ETRANGÈRES	[257, 957, 487, 1024]
article: Art. 3. — Chacun de nos ministres pourra convoquer les directeurs du contentieux et les réunir en comité sous la présidence dans les affaires pour lesquelles il jugera cette réunion utile.	[256, 473, 487, 541]
paragraph: 1° Toute famille recevra dans la proportion de ses forces productives une superficie déterminée de biens disponibles de l'Etat :	[989, 944, 1220, 999]
paragraph: 3. Les communes des colons recevront d'après la même proportion le bois de construction pour une église et une école.	[989, 1389, 1220, 1443]
article: Art. 5. — Des délégués du ministère des finances pourront, selon les besoins du service, être attachés aux gouvernorats et moudiriehs pour les affaires contentieuses.	[256, 644, 487, 712]
section-divider	[13, 1370, 243, 1372]
column-3	[494, 47, 738, 1997]
paragraph: Cette organisation nouvelle contribuera à faciliter la prompte expédition des affaires, en mettant à la disposition des chefs d'administration des hommes spéciaux aux conseils desquels ils pourront recourir chaque fois qu'ils le jugeront utile ; elle aura également pour effet de prévenir le retour des difficultés si fréquemment soulevées et des procès si nombreux intentés contre le gouvernement dans le cours de ces dernières années.	[13, 1994, 243, 2156]
section-title-autriche-hongrie: AUTRICHE-HONGRIE.	[994, 2332, 1216, 2352]
paragraph: Le héros vous remercie pour moi, et je ne suis pas seul qui l'adore sur la terre de France. On ne sait par combien de temps Paris et ses fils attendent l'ami qui, le premier, l'ami de tous, doit venir dans la grande cité.	[1233, 1405, 1465, 1487]
